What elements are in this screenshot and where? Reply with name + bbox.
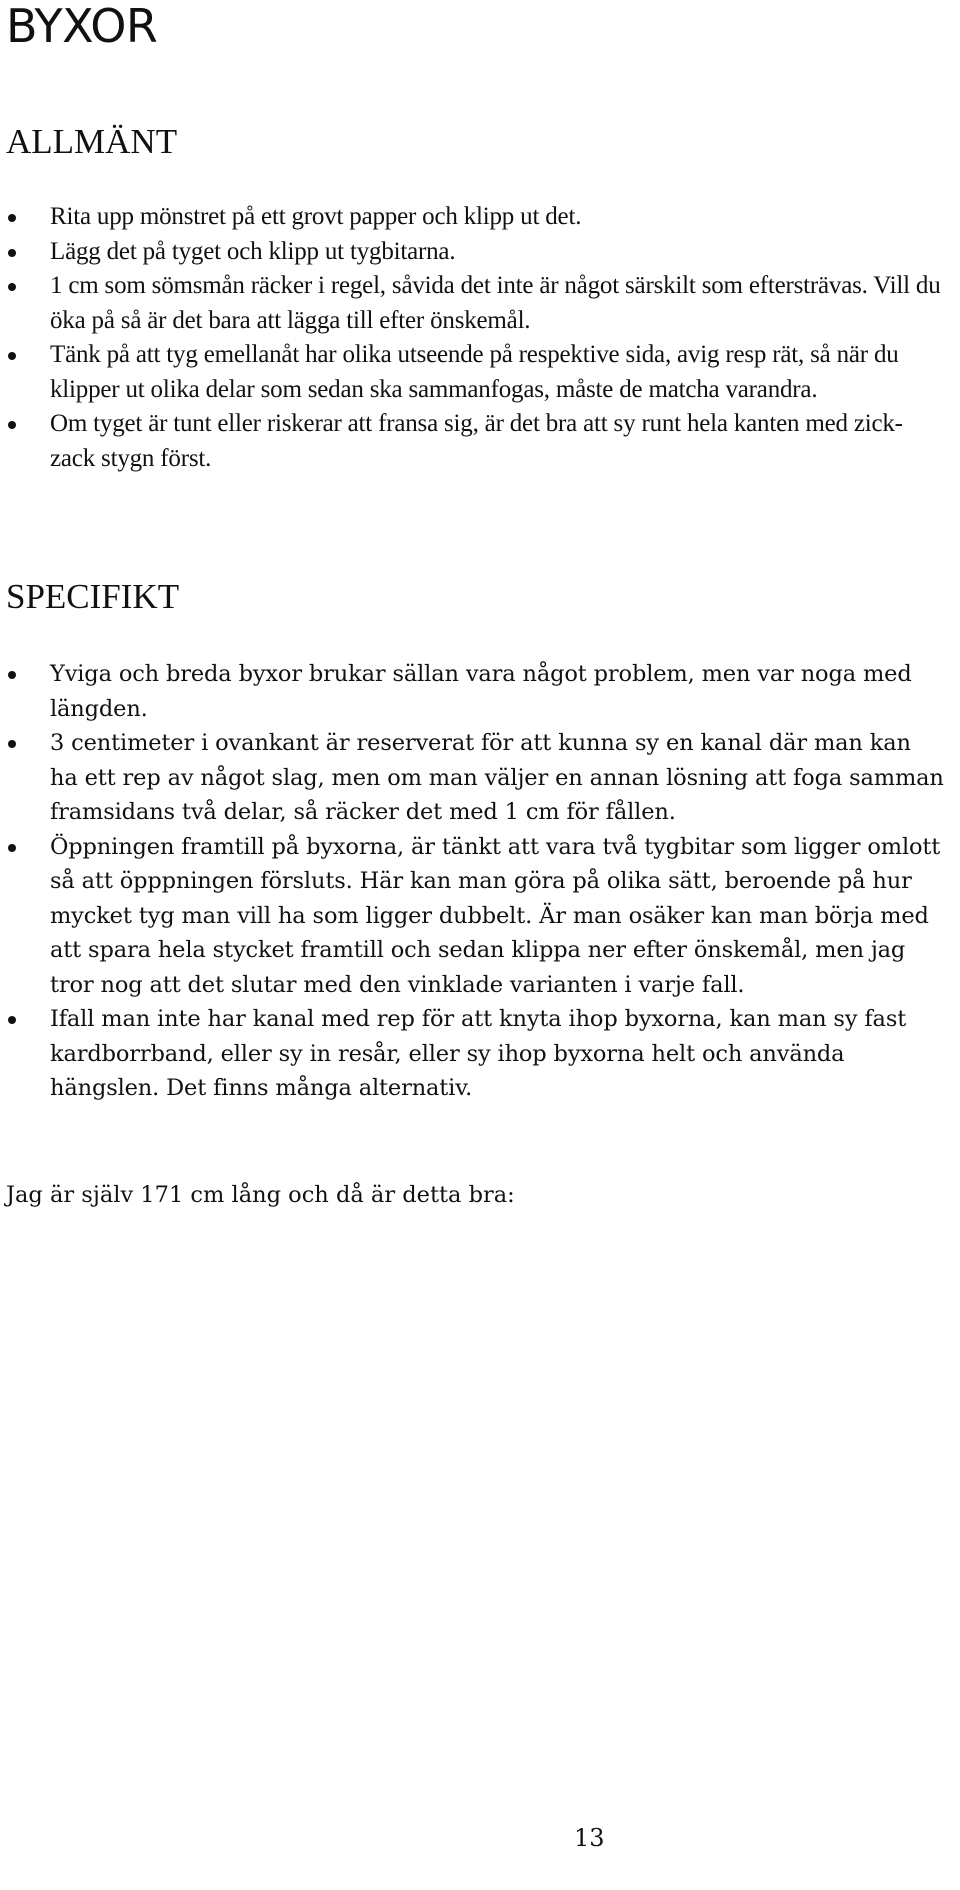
list-item-text: Yviga och breda byxor brukar sällan vara något problem, men var noga med längden. [50, 661, 912, 722]
list-item [0, 657, 950, 726]
list-item-text: Om tyget är tunt eller riskerar att fransa sig, är det bra att sy runt hela kanten med zick-zack stygn först. [50, 410, 903, 472]
section-heading-allmant: ALLMÄNT [6, 122, 178, 161]
list-item [0, 407, 950, 476]
list-item-text: 1 cm som sömsmån räcker i regel, såvida det inte är något särskilt som eftersträvas. Vill du öka på så är det bara att lägga till efter önskemål. [50, 272, 941, 334]
list-item-text: 3 centimeter i ovankant är reserverat för att kunna sy en kanal där man kan ha ett rep av något slag, men om man väljer en annan lösning att foga samman framsidans två delar, så räcker det med 1 cm för fållen. [50, 730, 944, 825]
bullet-point [8, 214, 16, 222]
list-item [0, 726, 950, 830]
bullet-list-specifikt [0, 657, 950, 1106]
bullet-point [8, 352, 16, 360]
list-item [0, 830, 950, 1003]
bullet-point [8, 283, 16, 291]
list-item [0, 1002, 950, 1106]
bullet-point [8, 740, 16, 748]
page-title: BYXOR [6, 0, 158, 53]
bullet-list-allmant [0, 200, 950, 476]
list-item [0, 200, 950, 235]
bullet-point [8, 844, 16, 852]
list-item-text: Rita upp mönstret på ett grovt papper och klipp ut det. [50, 203, 582, 230]
page-number: 13 [574, 1824, 605, 1852]
bullet-point [8, 249, 16, 257]
bullet-point [8, 1016, 16, 1024]
list-item [0, 338, 950, 407]
closing-text: Jag är själv 171 cm lång och då är detta bra: [6, 1182, 515, 1208]
list-item-text: Ifall man inte har kanal med rep för att knyta ihop byxorna, kan man sy fast kardborrband, eller sy in resår, eller sy ihop byxorna helt och använda hängslen. Det finns många alternativ. [50, 1006, 907, 1101]
list-item [0, 235, 950, 270]
list-item-text: Öppningen framtill på byxorna, är tänkt att vara två tygbitar som ligger omlott så att öpppningen försluts. Här kan man göra på olika sätt, beroende på hur mycket tyg man vill ha som ligger dubbelt. Är man osäker kan man börja med att spara hela stycket framtill och sedan klippa ner efter önskemål, men jag tror nog att det slutar med den vinklade varianten i varje fall. [50, 833, 941, 998]
bullet-point [8, 671, 16, 679]
list-item-text: Lägg det på tyget och klipp ut tygbitarna. [50, 237, 456, 265]
list-item [0, 269, 950, 338]
list-item-text: Tänk på att tyg emellanåt har olika utseende på respektive sida, avig resp rät, så när du klipper ut olika delar som sedan ska sammanfogas, måste de matcha varandra. [50, 341, 899, 403]
bullet-point [8, 421, 16, 429]
section-heading-specifikt: SPECIFIKT [6, 577, 180, 616]
